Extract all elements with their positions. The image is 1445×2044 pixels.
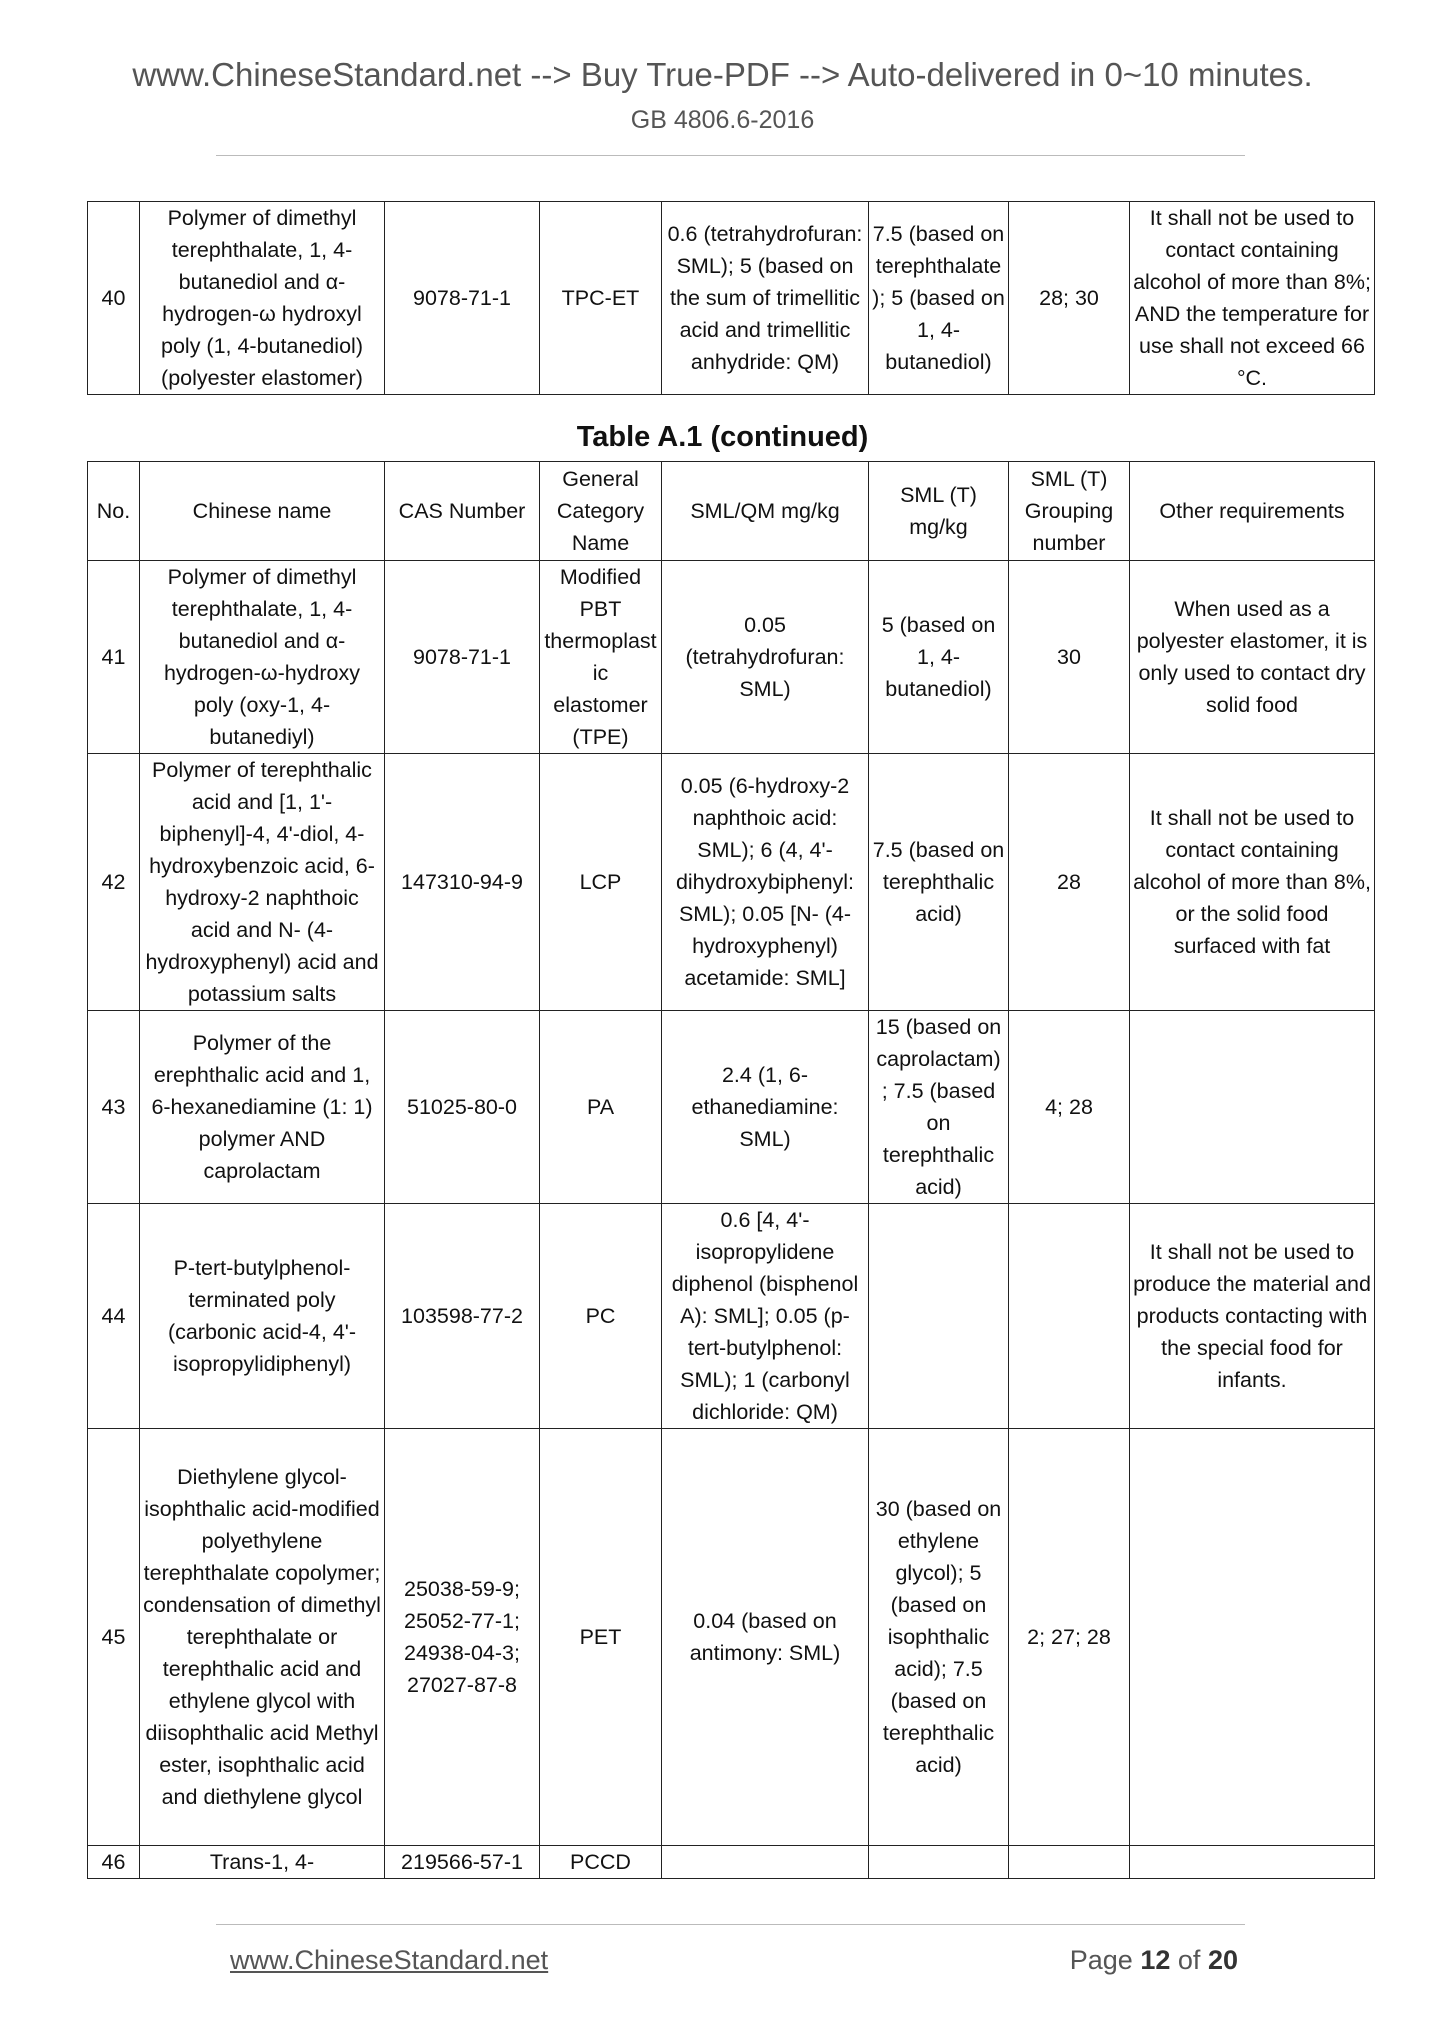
cell-group: 4; 28 <box>1009 1011 1130 1204</box>
cell-other: When used as a polyester elastomer, it is only used to contact dry solid food <box>1130 561 1375 754</box>
header-sml-t: SML (T) mg/kg <box>869 462 1009 561</box>
cell-name: P-tert-butylphenol-terminated poly (carbonic acid-4, 4'-isopropylidiphenyl) <box>140 1204 385 1429</box>
cell-cas: 103598-77-2 <box>385 1204 540 1429</box>
cell-cas: 219566-57-1 <box>385 1846 540 1879</box>
cell-cas: 9078-71-1 <box>385 561 540 754</box>
cell-name: Polymer of terephthalic acid and [1, 1'-biphenyl]-4, 4'-diol, 4-hydroxybenzoic acid, 6-hydroxy-2 naphthoic acid and N- (4-hydroxyphenyl) acid and potassium salts <box>140 754 385 1011</box>
cell-sml-t <box>869 1846 1009 1879</box>
cell-no: 42 <box>88 754 140 1011</box>
cell-sml-t: 7.5 (based on terephthalate ); 5 (based on 1, 4-butanediol) <box>869 202 1009 395</box>
table-row <box>88 1011 1375 1204</box>
header-divider <box>216 155 1245 156</box>
table-fragment-top <box>87 201 1375 395</box>
cell-other <box>1130 1429 1375 1846</box>
cell-category: LCP <box>540 754 662 1011</box>
cell-other <box>1130 1846 1375 1879</box>
cell-other: It shall not be used to contact containing alcohol of more than 8%, or the solid food surfaced with fat <box>1130 754 1375 1011</box>
table-row <box>88 1204 1375 1429</box>
table-row <box>88 561 1375 754</box>
cell-category: TPC-ET <box>540 202 662 395</box>
cell-other: It shall not be used to contact containing alcohol of more than 8%; AND the temperature for use shall not exceed 66 °C. <box>1130 202 1375 395</box>
cell-group <box>1009 1204 1130 1429</box>
header-other: Other requirements <box>1130 462 1375 561</box>
cell-sml-t: 15 (based on caprolactam) ; 7.5 (based on terephthalic acid) <box>869 1011 1009 1204</box>
cell-sml-qm: 0.05 (6-hydroxy-2 naphthoic acid: SML); 6 (4, 4'-dihydroxybiphenyl: SML); 0.05 [N- (4-hydroxyphenyl) acetamide: SML] <box>662 754 869 1011</box>
cell-no: 45 <box>88 1429 140 1846</box>
cell-no: 41 <box>88 561 140 754</box>
header-sml-qm: SML/QM mg/kg <box>662 462 869 561</box>
cell-sml-qm: 2.4 (1, 6-ethanediamine: SML) <box>662 1011 869 1204</box>
cell-cas: 51025-80-0 <box>385 1011 540 1204</box>
page-of: of <box>1177 1945 1201 1975</box>
cell-no: 46 <box>88 1846 140 1879</box>
cell-group: 30 <box>1009 561 1130 754</box>
header-banner: www.ChineseStandard.net --> Buy True-PDF --> Auto-delivered in 0~10 minutes. <box>132 56 1313 93</box>
cell-no: 43 <box>88 1011 140 1204</box>
cell-cas: 147310-94-9 <box>385 754 540 1011</box>
cell-sml-t: 30 (based on ethylene glycol); 5 (based on isophthalic acid); 7.5 (based on terephthalic acid) <box>869 1429 1009 1846</box>
cell-other <box>1130 1011 1375 1204</box>
table-row <box>88 202 1375 395</box>
cell-sml-t: 5 (based on 1, 4-butanediol) <box>869 561 1009 754</box>
header-group: SML (T) Grouping number <box>1009 462 1130 561</box>
footer-divider <box>216 1924 1245 1925</box>
table-a1-continued <box>87 461 1375 1879</box>
table-row <box>88 754 1375 1011</box>
cell-category: PCCD <box>540 1846 662 1879</box>
cell-sml-qm: 0.04 (based on antimony: SML) <box>662 1429 869 1846</box>
footer-site-link[interactable]: www.ChineseStandard.net <box>230 1945 549 1975</box>
header-cas: CAS Number <box>385 462 540 561</box>
header-no: No. <box>88 462 140 561</box>
document-id: GB 4806.6-2016 <box>630 106 815 134</box>
cell-sml-qm <box>662 1846 869 1879</box>
cell-sml-qm: 0.6 [4, 4'-isopropylidene diphenol (bisphenol A): SML]; 0.05 (p-tert-butylphenol: SML); 1 (carbonyl dichloride: QM) <box>662 1204 869 1429</box>
page-current: 12 <box>1140 1945 1171 1975</box>
cell-category: Modified PBT thermoplastic elastomer (TPE) <box>540 561 662 754</box>
header-name: Chinese name <box>140 462 385 561</box>
cell-category: PA <box>540 1011 662 1204</box>
cell-category: PC <box>540 1204 662 1429</box>
cell-group: 2; 27; 28 <box>1009 1429 1130 1846</box>
cell-group: 28; 30 <box>1009 202 1130 395</box>
cell-name: Trans-1, 4- <box>140 1846 385 1879</box>
table-row <box>88 1429 1375 1846</box>
cell-sml-t: 7.5 (based on terephthalic acid) <box>869 754 1009 1011</box>
cell-group <box>1009 1846 1130 1879</box>
cell-name: Diethylene glycol-isophthalic acid-modified polyethylene terephthalate copolymer; condensation of dimethyl terephthalate or terephthalic acid and ethylene glycol with diisophthalic acid Methyl ester, isophthalic acid and diethylene glycol <box>140 1429 385 1846</box>
table-header-row <box>88 462 1375 561</box>
cell-group: 28 <box>1009 754 1130 1011</box>
page-number <box>1070 1945 1238 1976</box>
cell-sml-t <box>869 1204 1009 1429</box>
cell-cas: 9078-71-1 <box>385 202 540 395</box>
cell-sml-qm: 0.05 (tetrahydrofuran: SML) <box>662 561 869 754</box>
page-label: Page <box>1069 1945 1133 1975</box>
cell-category: PET <box>540 1429 662 1846</box>
cell-name: Polymer of dimethyl terephthalate, 1, 4-butanediol and α-hydrogen-ω-hydroxy poly (oxy-1, 4-butanediyl) <box>140 561 385 754</box>
cell-cas: 25038-59-9; 25052-77-1; 24938-04-3; 27027-87-8 <box>385 1429 540 1846</box>
table-caption: Table A.1 (continued) <box>576 421 869 453</box>
cell-no: 40 <box>88 202 140 395</box>
cell-name: Polymer of the erephthalic acid and 1, 6-hexanediamine (1: 1) polymer AND caprolactam <box>140 1011 385 1204</box>
header-category: General Category Name <box>540 462 662 561</box>
cell-no: 44 <box>88 1204 140 1429</box>
cell-sml-qm: 0.6 (tetrahydrofuran: SML); 5 (based on the sum of trimellitic acid and trimellitic anhydride: QM) <box>662 202 869 395</box>
cell-other: It shall not be used to produce the material and products contacting with the special food for infants. <box>1130 1204 1375 1429</box>
cell-name: Polymer of dimethyl terephthalate, 1, 4-butanediol and α-hydrogen-ω hydroxyl poly (1, 4-butanediol) (polyester elastomer) <box>140 202 385 395</box>
page-total: 20 <box>1207 1945 1238 1975</box>
table-row <box>88 1846 1375 1879</box>
